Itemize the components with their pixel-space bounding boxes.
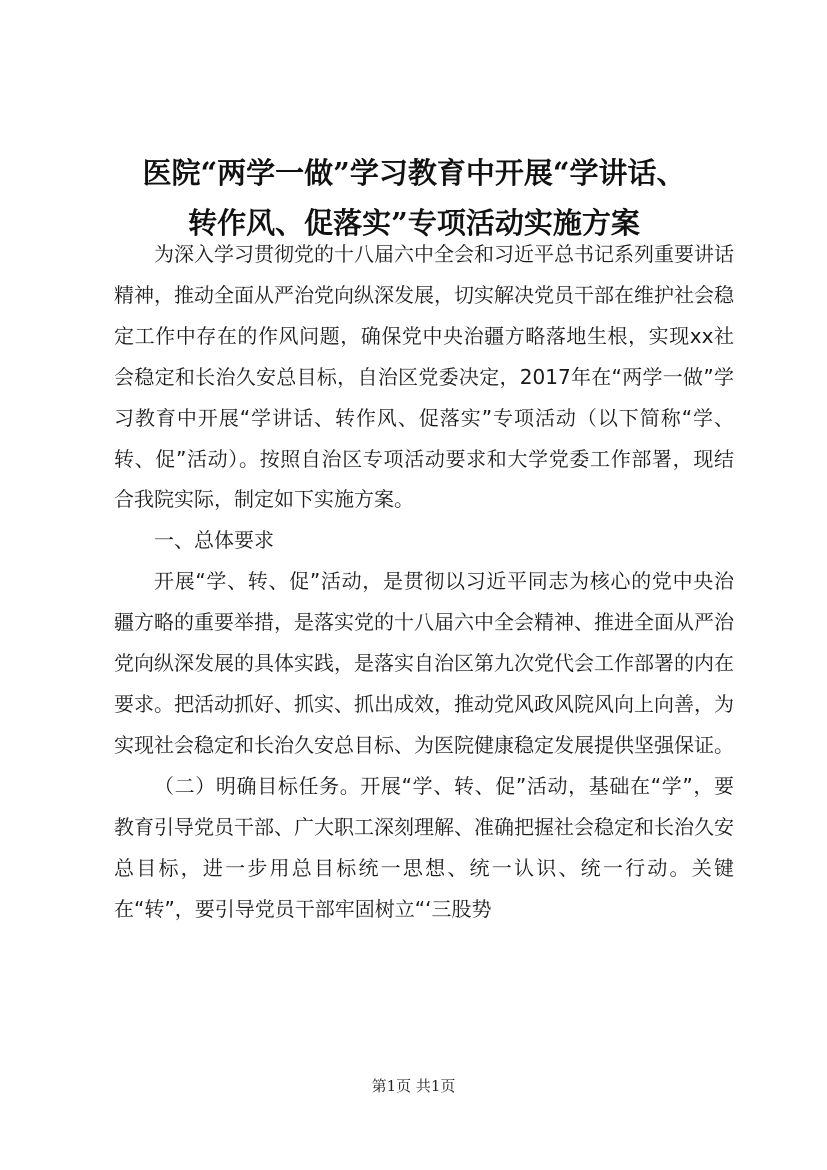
title-line-2: 转作风、促落实”专项活动实施方案 — [188, 206, 640, 240]
paragraph-goals-tasks: （二）明确目标任务。开展“学、转、促”活动，基础在“学”，要教育引导党员干部、广大职工深刻理解、准确把握社会稳定和长治久安总目标，进一步用总目标统一思想、统一认识、统一行动。关键在“转”，要引导党员干部牢固树立“‘三股势 — [114, 773, 734, 921]
paragraph-general-requirements: 开展“学、转、促”活动，是贯彻以习近平同志为核心的党中央治疆方略的重要举措，是落实党的十八届六中全会精神、推进全面从严治党向纵深发展的具体实践，是落实自治区第九次党代会工作部署的内在要求。把活动抓好、抓实、抓出成效，推动党风政风院风向上向善，为实现社会稳定和长治久安总目标、为医院健康稳定发展提供坚强保证。 — [114, 569, 734, 757]
paragraph-intro: 为深入学习贯彻党的十八届六中全会和习近平总书记系列重要讲话精神，推动全面从严治党向纵深发展，切实解决党员干部在维护社会稳定工作中存在的作风问题，确保党中央治疆方略落地生根，实现xx社会稳定和长治久安总目标，自治区党委决定，2017年在“两学一做”学习教育中开展“学讲话、转作风、促落实”专项活动（以下简称“学、转、促”活动）。按照自治区专项活动要求和大学党委工作部署，现结合我院实际，制定如下实施方案。 — [114, 242, 734, 512]
section-heading-general-requirements: 一、总体要求 — [154, 528, 274, 553]
page-footer: 第1页 共1页 — [371, 1077, 456, 1095]
title-line-1: 医院“两学一做”学习教育中开展“学讲话、 — [142, 156, 686, 190]
document-body — [114, 234, 734, 929]
document-title — [100, 148, 728, 248]
